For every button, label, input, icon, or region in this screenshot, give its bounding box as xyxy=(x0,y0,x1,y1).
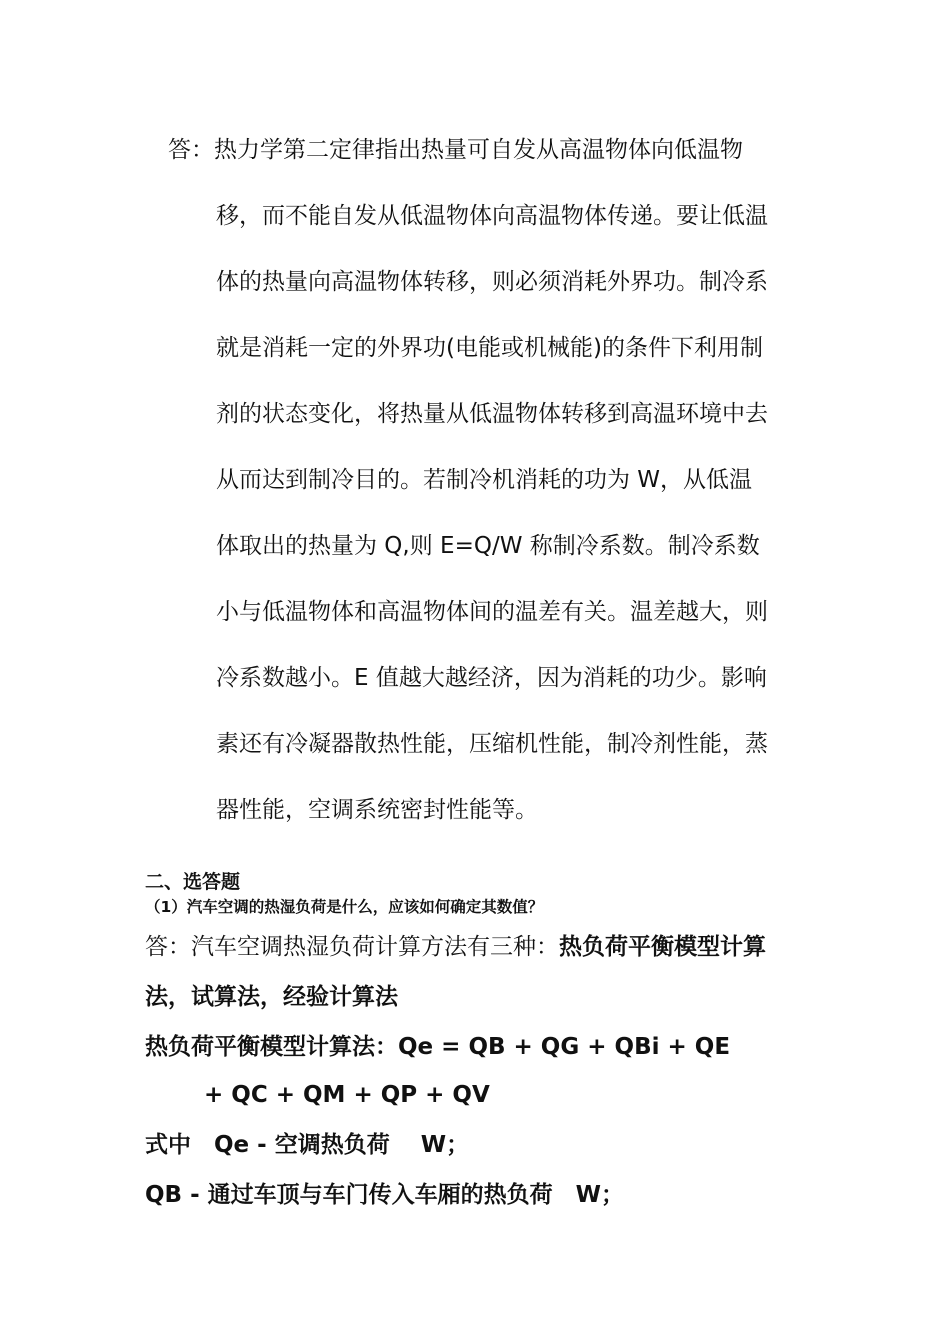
answer-2-bold: 热负荷平衡模型计算 xyxy=(559,934,766,960)
answer-1-line: 体取出的热量为 Q,则 E=Q/W 称制冷系数。制冷系数 xyxy=(216,533,760,559)
answer-1-line: 就是消耗一定的外界功(电能或机械能)的条件下利用制 xyxy=(216,335,763,361)
definition-line: 式中 Qe - 空调热负荷 W； xyxy=(145,1132,470,1158)
answer-2-prefix: 答：汽车空调热湿负荷计算方法有三种： xyxy=(145,934,559,960)
answer-2-line xyxy=(145,932,766,962)
answer-1-line: 冷系数越小。E 值越大越经济，因为消耗的功少。影响 xyxy=(216,665,767,691)
answer-1-line: 器性能，空调系统密封性能等。 xyxy=(216,797,538,823)
answer-1-line: 移，而不能自发从低温物体向高温物体传递。要让低温 xyxy=(216,203,768,229)
formula-line: + QC + QM + QP + QV xyxy=(204,1082,490,1108)
answer-1-line: 体的热量向高温物体转移，则必须消耗外界功。制冷系 xyxy=(216,269,768,295)
answer-1-line: 小与低温物体和高温物体间的温差有关。温差越大，则 xyxy=(216,599,768,625)
question-title: （1）汽车空调的热湿负荷是什么，应该如何确定其数值？ xyxy=(145,898,544,916)
definition-line: QB - 通过车顶与车门传入车厢的热负荷 W； xyxy=(145,1182,625,1208)
answer-1-line: 从而达到制冷目的。若制冷机消耗的功为 W，从低温 xyxy=(216,467,753,493)
answer-1-line: 答：热力学第二定律指出热量可自发从高温物体向低温物 xyxy=(168,137,743,163)
section-heading: 二、选答题 xyxy=(145,871,241,893)
answer-1-line: 剂的状态变化，将热量从低温物体转移到高温环境中去 xyxy=(216,401,768,427)
formula-line: 热负荷平衡模型计算法：Qe = QB + QG + QBi + QE xyxy=(145,1034,731,1060)
answer-1-line: 素还有冷凝器散热性能，压缩机性能，制冷剂性能，蒸 xyxy=(216,731,768,757)
answer-2-line: 法，试算法，经验计算法 xyxy=(145,984,398,1010)
